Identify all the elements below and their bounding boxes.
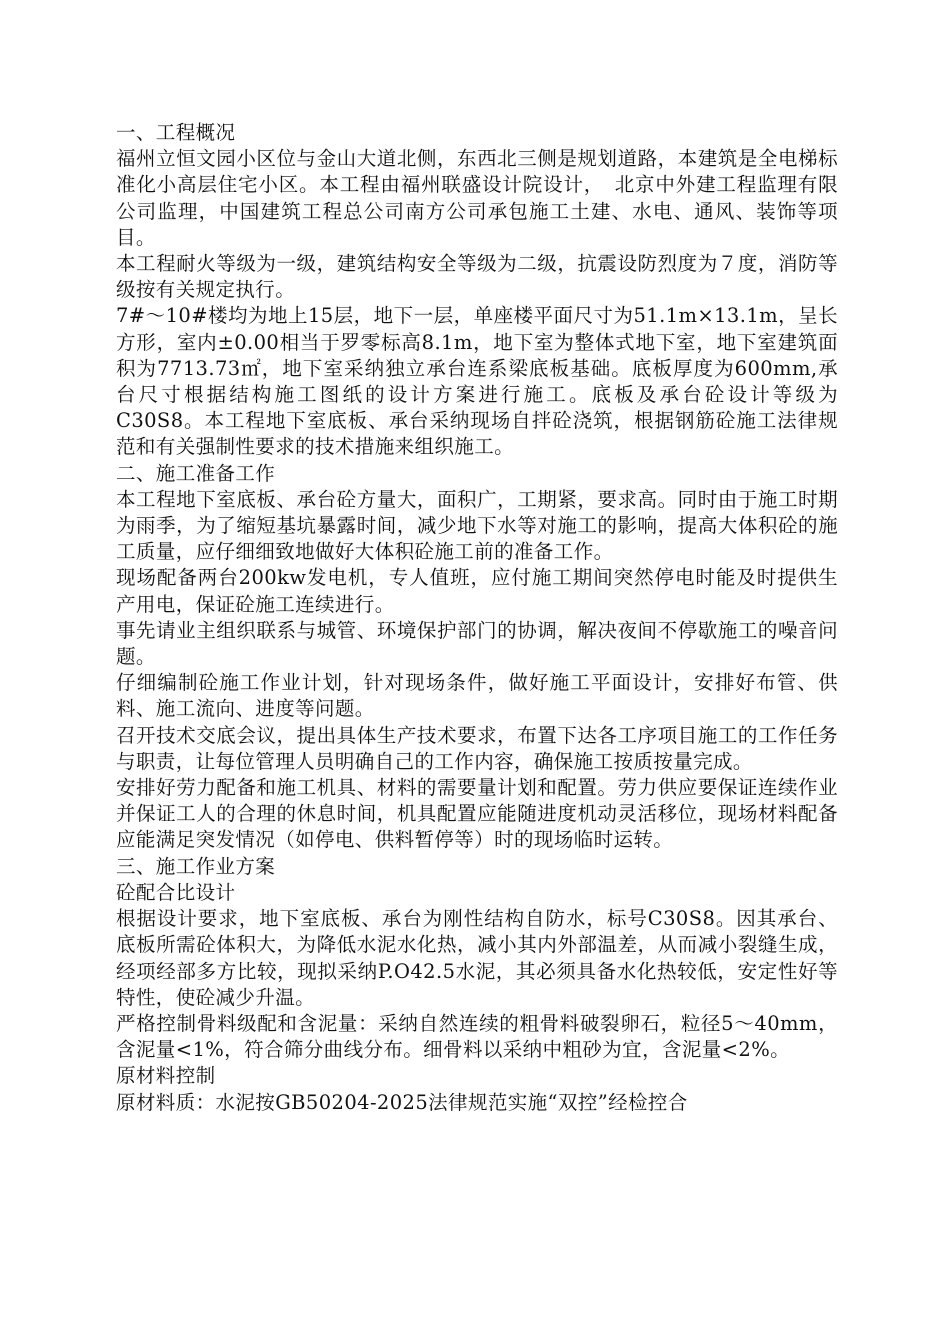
body-paragraph: 7#～10#楼均为地上15层，地下一层，单座楼平面尺寸为51.1m×13.1m，呈长方形，室内±0.00相当于罗零标高8.1m，地下室为整体式地下室，地下室建筑面积为7713.73㎡，地下室采纳独立承台连系梁底板基础。底板厚度为600mm,承台尺寸根据结构施工图纸的设计方案进行施工。底板及承台砼设计等级为C30S8。本工程地下室底板、承台采纳现场自拌砼浇筑，根据钢筋砼施工法律规范和有关强制性要求的技术措施来组织施工。 xyxy=(116,304,838,459)
body-paragraph: 本工程耐火等级为一级，建筑结构安全等级为二级，抗震设防烈度为７度，消防等级按有关规定执行。 xyxy=(116,252,838,302)
body-paragraph: 安排好劳力配备和施工机具、材料的需要量计划和配置。劳力供应要保证连续作业并保证工人的合理的休息时间，机具配置应能随进度机动灵活移位，现场材料配备应能满足突发情况（如停电、供料暂停等）时的现场临时运转。 xyxy=(116,776,838,852)
body-paragraph: 根据设计要求，地下室底板、承台为刚性结构自防水，标号C30S8。因其承台、底板所需砼体积大，为降低水泥水化热，减小其内外部温差，从而减小裂缝生成，经项经部多方比较，现拟采纳P.O42.5水泥，其必须具备水化热较低，安定性好等特性，使砼减少升温。 xyxy=(116,907,838,1009)
body-paragraph: 仔细编制砼施工作业计划，针对现场条件，做好施工平面设计，安排好布管、供料、施工流向、进度等问题。 xyxy=(116,671,838,721)
subsection-heading: 砼配合比设计 xyxy=(116,880,236,904)
section-heading: 三、施工作业方案 xyxy=(116,854,276,878)
body-paragraph: 召开技术交底会议，提出具体生产技术要求，布置下达各工序项目施工的工作任务与职责，让每位管理人员明确自己的工作内容，确保施工按质按量完成。 xyxy=(116,723,838,773)
document-page xyxy=(116,120,838,1116)
body-paragraph: 事先请业主组织联系与城管、环境保护部门的协调，解决夜间不停歇施工的噪音问题。 xyxy=(116,618,838,669)
body-paragraph: 严格控制骨料级配和含泥量：采纳自然连续的粗骨料破裂卵石，粒径5～40mm，含泥量<1%，符合筛分曲线分布。细骨料以采纳中粗砂为宜，含泥量<2%。 xyxy=(116,1011,838,1062)
body-paragraph: 现场配备两台200kw发电机，专人值班，应付施工期间突然停电时能及时提供生产用电，保证砼施工连续进行。 xyxy=(116,566,838,616)
subsection-heading: 原材料控制 xyxy=(116,1064,216,1088)
body-paragraph: 本工程地下室底板、承台砼方量大，面积广，工期紧，要求高。同时由于施工时期为雨季，为了缩短基坑暴露时间，减少地下水等对施工的影响，提高大体积砼的施工质量，应仔细细致地做好大体积砼施工前的准备工作。 xyxy=(116,487,838,564)
body-paragraph: 福州立恒文园小区位与金山大道北侧，东西北三侧是规划道路，本建筑是全电梯标准化小高层住宅小区。本工程由福州联盛设计院设计， 北京中外建工程监理有限公司监理，中国建筑工程总公司南方公司承包施工土建、水电、通风、装饰等项目。 xyxy=(116,147,838,249)
body-paragraph: 原材料质：水泥按GB50204-2025法律规范实施“双控”经检控合 xyxy=(116,1090,688,1114)
section-heading: 一、工程概况 xyxy=(116,121,236,144)
section-heading: 二、施工准备工作 xyxy=(116,461,276,485)
